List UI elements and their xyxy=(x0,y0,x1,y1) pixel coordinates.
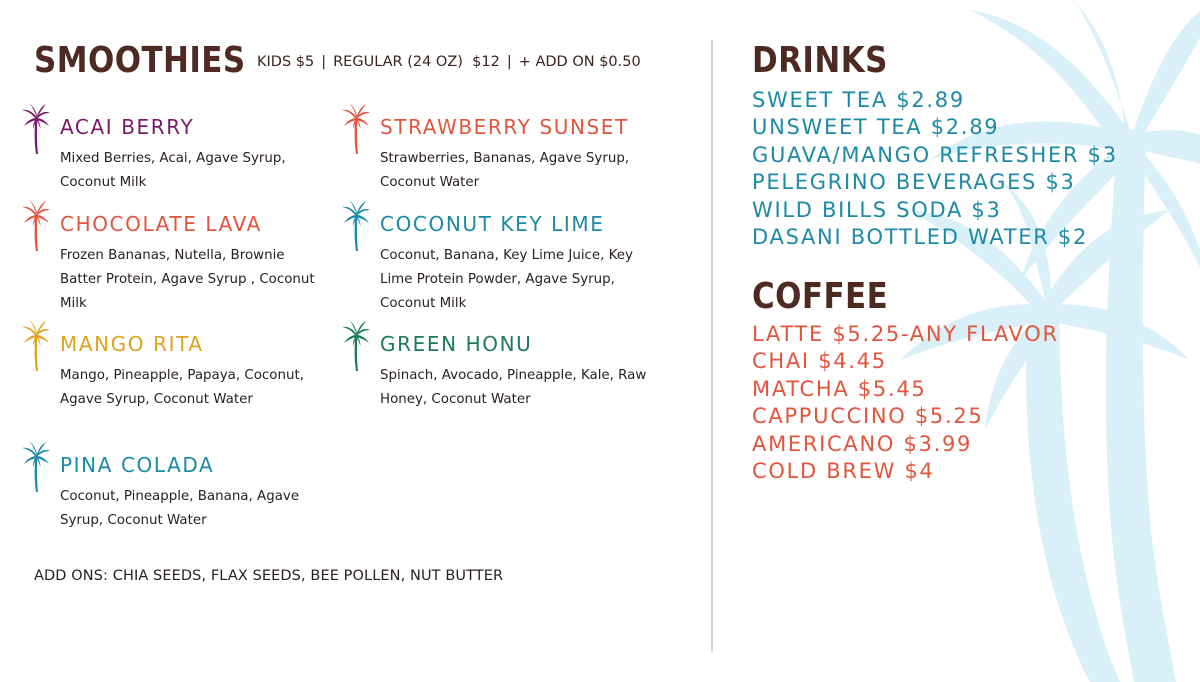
item-name: MANGO RITA xyxy=(60,332,204,356)
menu-item xyxy=(60,212,322,316)
menu-item xyxy=(380,212,642,316)
drink-item: GUAVA/MANGO REFRESHER $3 xyxy=(752,142,1118,167)
item-name: STRAWBERRY SUNSET xyxy=(380,115,629,139)
palm-tree-icon xyxy=(22,200,50,252)
palm-tree-icon xyxy=(22,441,50,493)
palm-tree-icon xyxy=(342,320,370,372)
item-description: Coconut, Banana, Key Lime Juice, Key Lime Protein Powder, Agave Syrup, Coconut Milk xyxy=(380,248,633,311)
item-description: Mango, Pineapple, Papaya, Coconut, Agave Syrup, Coconut Water xyxy=(60,368,304,407)
item-name: CHOCOLATE LAVA xyxy=(60,212,262,236)
coffee-title: COFFEE xyxy=(752,276,889,317)
coffee-item: AMERICANO $3.99 xyxy=(752,431,973,456)
drinks-list xyxy=(752,87,1118,251)
menu-item xyxy=(380,115,642,195)
coffee-item: LATTE $5.25-ANY FLAVOR xyxy=(752,322,1059,346)
smoothies-title: SMOOTHIES xyxy=(34,40,246,81)
menu-item xyxy=(60,453,310,533)
coffee-list xyxy=(752,321,1059,485)
drink-item: WILD BILLS SODA $3 xyxy=(752,197,1002,222)
palm-tree-icon xyxy=(342,103,370,155)
item-name: PINA COLADA xyxy=(60,453,215,477)
drinks-title: DRINKS xyxy=(752,40,888,81)
drink-item: SWEET TEA $2.89 xyxy=(752,88,965,112)
palm-tree-icon xyxy=(22,103,50,155)
coffee-item: MATCHA $5.45 xyxy=(752,376,927,401)
price-add-on: + ADD ON $0.50 xyxy=(518,54,641,70)
item-description: Strawberries, Bananas, Agave Syrup, Coconut Water xyxy=(380,151,630,190)
add-ons-text: ADD ONS: CHIA SEEDS, FLAX SEEDS, BEE POLLEN, NUT BUTTER xyxy=(34,568,504,584)
item-description: Spinach, Avocado, Pineapple, Kale, Raw Honey, Coconut Water xyxy=(380,368,647,407)
coffee-item: CAPPUCCINO $5.25 xyxy=(752,404,984,429)
smoothies-pricing: KIDS $5 | REGULAR (24 OZ) $12 | + ADD ON $0.50 xyxy=(257,54,641,70)
coffee-item: COLD BREW $4 xyxy=(752,459,935,484)
item-description: Coconut, Pineapple, Banana, Agave Syrup, Coconut Water xyxy=(60,489,300,528)
item-description: Mixed Berries, Acai, Agave Syrup, Coconut Milk xyxy=(60,151,286,190)
item-description: Frozen Bananas, Nutella, Brownie Batter Protein, Agave Syrup , Coconut Milk xyxy=(60,248,315,311)
item-name: ACAI BERRY xyxy=(60,115,195,139)
drink-item: PELEGRINO BEVERAGES $3 xyxy=(752,170,1076,195)
drink-item: DASANI BOTTLED WATER $2 xyxy=(752,225,1089,250)
price-regular: REGULAR (24 OZ) $12 xyxy=(333,54,500,70)
drink-item: UNSWEET TEA $2.89 xyxy=(752,115,1000,140)
palm-tree-icon xyxy=(22,320,50,372)
coffee-item: CHAI $4.45 xyxy=(752,349,887,374)
price-kids: KIDS $5 xyxy=(257,54,315,70)
item-name: GREEN HONU xyxy=(380,332,533,356)
item-name: COCONUT KEY LIME xyxy=(380,212,605,236)
column-divider xyxy=(711,40,713,652)
menu-item xyxy=(380,332,650,412)
menu-item xyxy=(60,332,320,412)
menu-item xyxy=(60,115,330,195)
palm-tree-icon xyxy=(342,200,370,252)
